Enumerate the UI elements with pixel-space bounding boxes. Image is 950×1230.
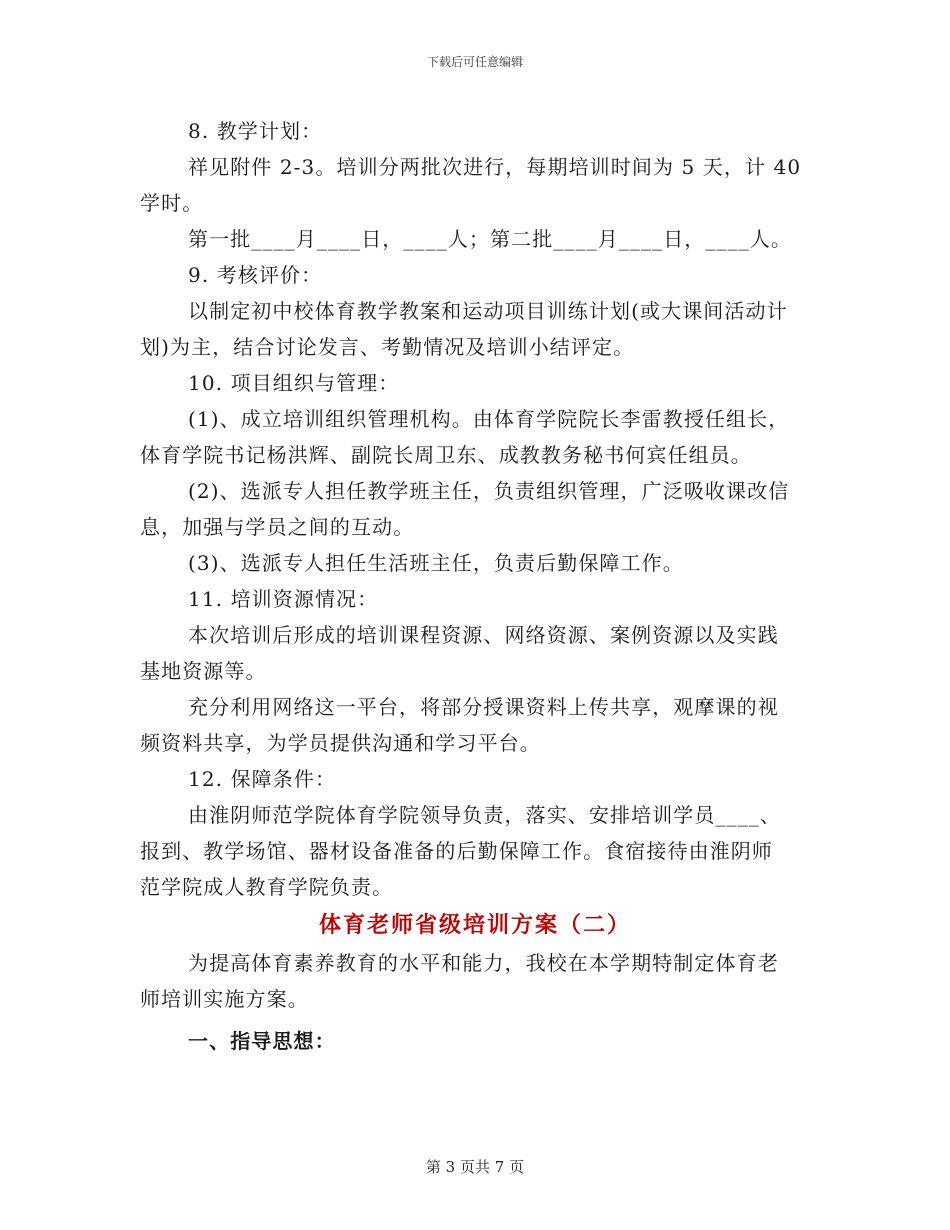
paragraph-line: 由淮阴师范学院体育学院领导负责，落实、安排培训学员____、: [188, 803, 781, 827]
paragraph-line: 充分利用网络这一平台，将部分授课资料上传共享，观摩课的视: [188, 695, 779, 719]
paragraph-line: 学时。: [140, 191, 204, 215]
paragraph-line: 范学院成人教育学院负责。: [140, 875, 394, 899]
paragraph-line: 师培训实施方案。: [140, 987, 309, 1011]
page-number: 第 3 页共 7 页: [425, 1158, 525, 1176]
paragraph-line: 9. 考核评价：: [188, 263, 323, 287]
header-note: 下载后可任意编辑: [426, 55, 523, 69]
paragraph-line: (2)、选派专人担任教学班主任，负责组织管理，广泛吸收课改信: [188, 479, 790, 503]
paragraph-line: 11. 培训资源情况：: [188, 587, 379, 611]
paragraph-line: 以制定初中校体育教学教案和运动项目训练计划(或大课间活动计: [188, 299, 788, 323]
paragraph-line: 息，加强与学员之间的互动。: [140, 515, 415, 539]
paragraph-line: (3)、选派专人担任生活班主任，负责后勤保障工作。: [188, 551, 684, 575]
paragraph-line: 划)为主，结合讨论发言、考勤情况及培训小结评定。: [140, 335, 635, 359]
paragraph-line: 报到、教学场馆、器材设备准备的后勤保障工作。食宿接待由淮阴师: [140, 839, 773, 863]
paragraph-line: 第一批____月____日，____人；第二批____月____日，____人。: [188, 227, 792, 251]
paragraph-line: 8. 教学计划：: [188, 119, 323, 143]
paragraph-line: 体育学院书记杨洪辉、副院长周卫东、成教教务秘书何宾任组员。: [140, 443, 752, 467]
paragraph-line: 基地资源等。: [140, 659, 267, 683]
paragraph-line: 频资料共享，为学员提供沟通和学习平台。: [140, 731, 541, 755]
paragraph-line: 为提高体育素养教育的水平和能力，我校在本学期特制定体育老: [188, 951, 779, 975]
document-body: [140, 113, 810, 1059]
paragraph-line: 祥见附件 2-3。培训分两批次进行，每期培训时间为 5 天，计 40: [188, 155, 802, 179]
paragraph-line: 12. 保障条件：: [188, 767, 337, 791]
paragraph-line: 本次培训后形成的培训课程资源、网络资源、案例资源以及实践: [188, 623, 779, 647]
section-title: 体育老师省级培训方案（二）: [318, 912, 631, 938]
paragraph-line: 10. 项目组织与管理：: [188, 371, 400, 395]
paragraph-line: (1)、成立培训组织管理机构。由体育学院院长李雷教授任组长，: [188, 407, 790, 431]
section-heading: 一、指导思想：: [188, 1029, 336, 1053]
